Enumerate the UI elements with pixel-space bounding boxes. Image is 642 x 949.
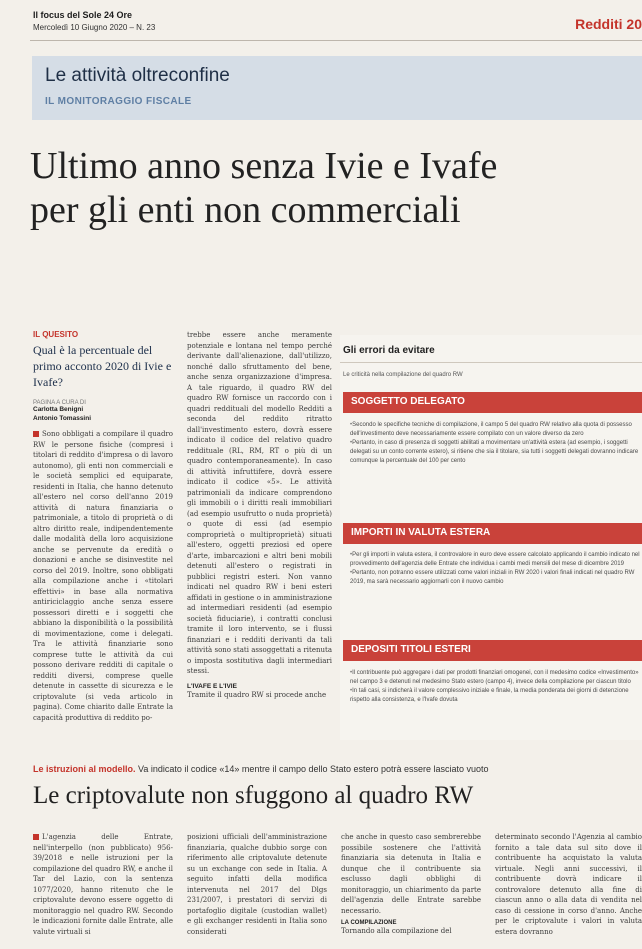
errors-box-divider [340,362,642,363]
main-headline [30,144,642,233]
question-body-text: Sono obbligati a compilare il quadro RW le persone fisiche (compresi i titolari di reddito d'impresa o di lavoro autonomo), gli enti non commerciali e le società semplici ed equiparate, residenti in Italia, che hanno detenuto all'estero nel corso dell'anno 2019 attività di natura finanziaria o patrimoniale, a titolo di proprietà o di altro diritto reale, indipendentemente dalle modalità della loro acquisizione anche se pervenute da eredità o donazioni e anche se disinvestite nel corso del 2019. Inoltre, sono obbligati alla compilazione anche i «titolari effettivi» in base alla normativa antiriciclaggio anche senza essere possessori diretti e i soggetti che abbiano la disponibilità o la possibilità di movimentazione, come i delegati. Tra le attività finanziarie sono comprese tutte le attività da cui possono derivare redditi di capitale o redditi diversi, comprese quelle detenute in cassette di sicurezza e le criptovalute (si veda articolo in pagina). Come chiarito dalle Entrate la capacità produttiva di reddito po- [33,430,173,722]
errors-box-title: Gli errori da evitare [343,345,435,356]
middle-subhead: L'IVAFE E L'IVIE [187,682,237,690]
article-column-text: Tornando alla compilazione del [341,927,452,935]
masthead [0,0,642,44]
paragraph-marker-icon [33,431,39,437]
question-column [33,330,173,723]
section-header-delegato: SOGGETTO DELEGATO [343,392,642,413]
article-column-2: posizioni ufficiali dell'amministrazione finanziaria, qualche dubbio sorge con riferimento alle criptovalute detenute su un exchange con sede in Italia. A seguito infatti della modifica intervenuta nel 2017 del Dlgs 231/2007, i prestatori di servizi di portafoglio digitale (custodian wallet) e gli exchanger residenti in Italia sono considerati [187,833,327,936]
list-item: • Il contribuente può aggregare i dati per prodotti finanziari omogenei, con il medesimo codice «Investimento» nel campo 3 e detenuti nel medesimo Stato estero (campo 4), invece della compilazione per ciascun titolo [350,669,640,687]
secondary-headline: Le criptovalute non sfuggono al quadro RW [33,782,474,809]
list-item: • Secondo le specifiche tecniche di compilazione, il campo 5 del quadro RW relativo alla quota di possesso dell'investimento deve necessariamente essere compilato con un valore diverso da zero [350,421,640,439]
section-header-depositi: DEPOSITI TITOLI ESTERI [343,640,642,661]
article-column-1 [33,832,173,937]
byline-label: PAGINA A CURA DI [33,400,86,407]
errors-box [340,335,642,740]
issue-date: Mercoledì 10 Giugno 2020 – N. 23 [33,23,156,32]
paragraph-marker-icon [33,834,39,840]
top-divider [30,40,642,41]
banner-title: Le attività oltreconfine [45,65,230,86]
section-tag: Redditi 20 [575,16,642,32]
middle-column [187,330,332,700]
middle-footer-text: Tramite il quadro RW si procede anche [187,690,327,699]
section-header-valuta: IMPORTI IN VALUTA ESTERA [343,523,642,544]
list-item: • Pertanto, non potranno essere utilizzati come valori iniziali in RW 2020 i valori finali indicati nel quadro RW 2019, ma sarà necessario aggiornarli con il nuovo cambio [350,569,640,587]
author-name: Antonio Tomassini [33,414,92,422]
strap-lead: Le istruzioni al modello. [33,764,136,774]
article-column-text: che anche in questo caso sembrerebbe possibile sostenere che l'attività finanziaria sia detenuta in Italia e dunque che il contribuente sia esclusso dagli obblighi di monitoraggio, un chiarimento da parte dell'agenzia delle Entrate sarebbe necessario. [341,833,481,915]
question-title: Qual è la percentuale del primo acconto 2020 di Ivie e Ivafe? [33,343,172,389]
article-strap [33,764,642,774]
author-name: Carlotta Benigni [33,406,84,414]
article-column-text: L'agenzia delle Entrate, nell'interpello (non pubblicato) 956-39/2018 e nelle istruzioni per la compilazione del quadro RW, e anche il Tar del Lazio, con la sentenza 1077/2020, hanno ritenuto che le criptovalute devono essere oggetto di monitoraggio nel quadro RW. Secondo le indicazioni fornite dalle Entrate, alle valute virtuali si [33,833,173,936]
list-item: • In tali casi, si indicherà il valore complessivo iniziale e finale, la media ponderata dei giorni di detenzione rispetto alla consistenza, e l'Ivafe dovuta [350,687,640,705]
publication-name: Il focus del Sole 24 Ore [33,10,133,20]
list-item: • Pertanto, in caso di presenza di soggetti abilitati a movimentare un'attività estera (ad esempio, i soggetti delegati su un conto corrente estero), si ritiene che sia il titolare, sia tutti i soggetti delegati dovranno indicare comunque la percentuale del 100 per cento [350,439,640,466]
headline-line-2: per gli enti non commerciali [30,189,461,232]
strap-text: Va indicato il codice «14» mentre il campo dello Stato estero potrà essere lasciato vuoto [138,764,489,774]
bullet-list-valuta [350,551,640,587]
article-column-4: determinato secondo l'Agenzia al cambio fornito a tale data sul sito dove il contribuente ha acquistato la valuta virtuale. Negli anni successivi, il contribuente dovrà indicare il controvalore detenuto alla fine di ciascun anno o alla data di vendita nel caso di cessione in corso d'anno. Anche per le criptovalute i valori in valuta estera dovranno [495,833,642,936]
article-subhead: LA COMPILAZIONE [341,920,397,926]
article-column-3 [341,832,481,937]
article-columns [33,832,642,949]
section-banner [32,56,642,120]
headline-line-1: Ultimo anno senza Ivie e Ivafe [30,145,498,187]
list-item: • Per gli importi in valuta estera, il controvalore in euro deve essere calcolato applicando il cambio indicato nel provvedimento dell'agenzia delle Entrate che individua i cambi medi mensili del mese di dicembre 2019 [350,551,640,569]
bullet-list-depositi [350,669,640,705]
banner-subtitle: IL MONITORAGGIO FISCALE [45,96,192,107]
middle-body: trebbe essere anche meramente potenziale e lontana nel tempo perché derivante dall'alienazione, dall'utilizzo, nonché dallo sfruttamento del bene, anche senza organizzazione d'impresa. A tale riguardo, il quadro RW del quadro RW fornisce un raccordo con i quadri reddituali del modello Redditi a seconda del reddito ritratto dall'investimento estero, dovrà essere indicato il codice del relativo quadro reddituale (RL, RM, RT o più di un quadro contemporaneamente). In caso di attività infruttifere, dovrà essere indicato il codice «5». Le attività patrimoniali da indicare comprendono gli immobili o i diritti reali immobiliari (ad esempio usufrutto o nuda proprietà) o quote di essi (ad esempio comproprietà o multiproprietà) situati all'estero, oggetti preziosi ed opere d'arte, imbarcazioni e altri beni mobili detenuti all'estero o registrati in pubblici registri esteri. Non vanno indicati nel quadro RW i beni esteri affidati in gestione o in amministrazione ad intermediari residenti (ad esempio società fiduciarie), i contratti conclusi tramite il loro intervento, se i flussi finanziari e i redditi derivanti da tali attività sono stati assoggettati a ritenuta o imposta sostitutiva dagli intermediari stessi. [187,331,332,675]
errors-box-intro: Le criticità nella compilazione del quadro RW [343,372,463,378]
bullet-list-delegato [350,421,640,466]
question-body [33,429,173,723]
question-kicker: IL QUESITO [33,330,79,339]
